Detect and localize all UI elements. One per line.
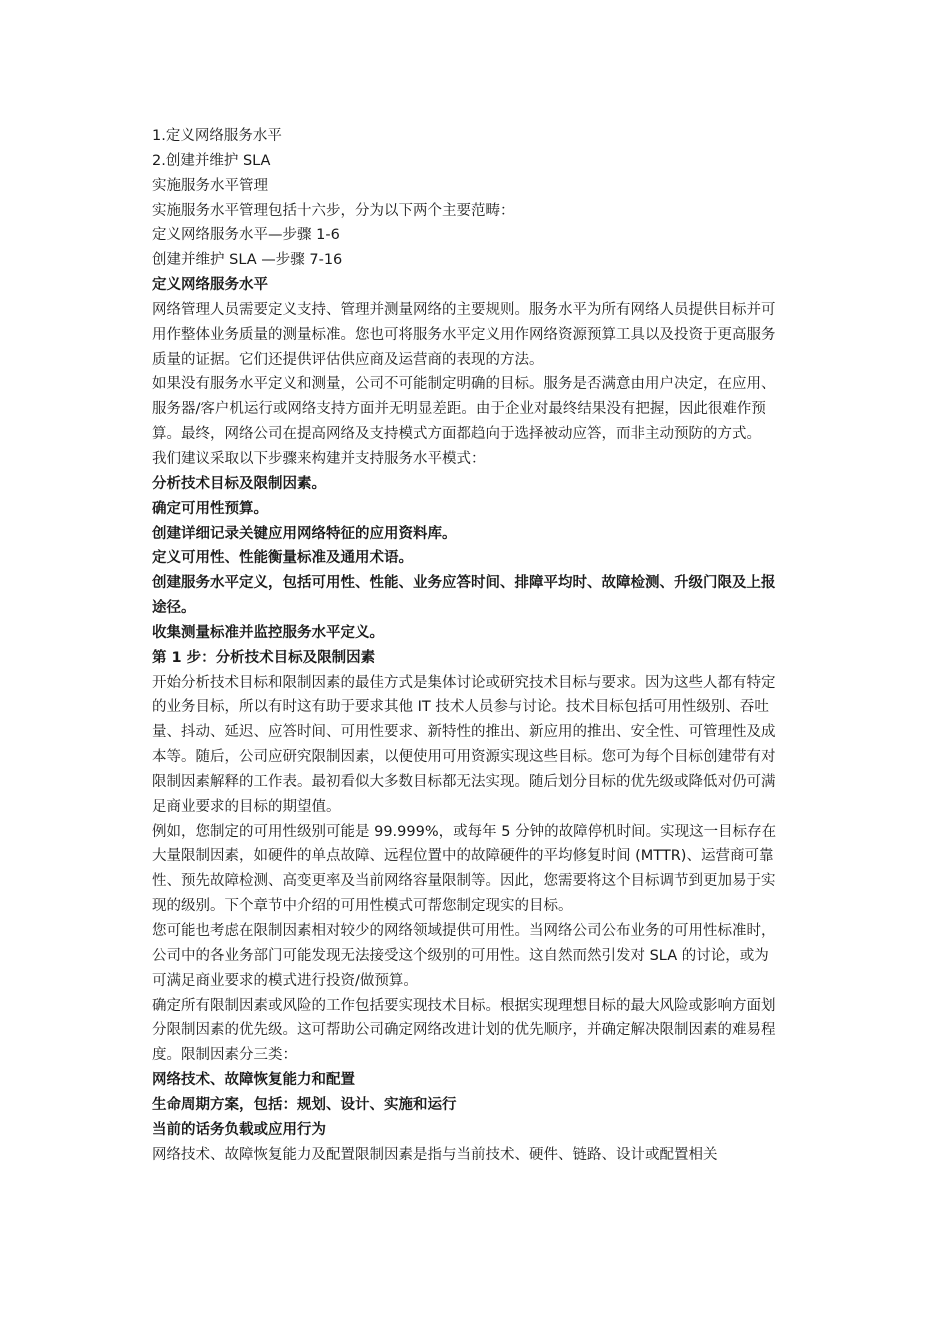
paragraph: 您可能也考虑在限制因素相对较少的网络领域提供可用性。当网络公司公布业务的可用性标准时，公司中的各业务部门可能发现无法接受这个级别的可用性。这自然而然引发对 SLA 的讨论，或为可满足商业要求的模式进行投资/做预算。	[152, 923, 776, 989]
step-item: 分析技术目标及限制因素。	[152, 475, 326, 492]
paragraph: 例如，您制定的可用性级别可能是 99.999%，或每年 5 分钟的故障停机时间。实现这一目标存在大量限制因素，如硬件的单点故障、远程位置中的故障硬件的平均修复时间 (MTTR)、运营商可靠性、预先故障检测、高变更率及当前网络容量限制等。因此，您需要将这个目标调节到更加易于实现的级别。下个章节中介绍的可用性模式可帮您制定现实的目标。	[152, 823, 777, 915]
document-body	[152, 124, 778, 1167]
constraint-category: 生命周期方案，包括：规划、设计、实施和运行	[152, 1096, 457, 1113]
list-item-2: 2.创建并维护 SLA	[152, 152, 271, 169]
scope-item: 创建并维护 SLA —步骤 7-16	[152, 252, 343, 269]
constraint-category: 当前的话务负载或应用行为	[152, 1121, 326, 1138]
list-item-1: 1.定义网络服务水平	[152, 128, 282, 144]
paragraph: 开始分析技术目标和限制因素的最佳方式是集体讨论或研究技术目标与要求。因为这些人都有特定的业务目标，所以有时这有助于要求其他 IT 技术人员参与讨论。技术目标包括可用性级别、吞吐量、抖动、延迟、应答时间、可用性要求、新特性的推出、新应用的推出、安全性、可管理性及成本等。随后，公司应研究限制因素，以便使用可用资源实现这些目标。您可为每个目标创建带有对限制因素解释的工作表。最初看似大多数目标都无法实现。随后划分目标的优先级或降低对仍可满足商业要求的目标的期望值。	[152, 674, 776, 815]
heading: 定义网络服务水平	[152, 277, 268, 294]
paragraph: 如果没有服务水平定义和测量，公司不可能制定明确的目标。服务是否满意由用户决定，在应用、服务器/客户机运行或网络支持方面并无明显差距。由于企业对最终结果没有把握，因此很难作预算。最终，网络公司在提高网络及支持模式方面都趋向于选择被动应答，而非主动预防的方式。	[152, 376, 776, 443]
step-item: 创建服务水平定义，包括可用性、性能、业务应答时间、排障平均时、故障检测、升级门限及上报途径。	[152, 575, 776, 617]
step-item: 定义可用性、性能衡量标准及通用术语。	[152, 550, 413, 567]
paragraph: 实施服务水平管理包括十六步，分为以下两个主要范畴：	[152, 202, 515, 219]
paragraph: 我们建议采取以下步骤来构建并支持服务水平模式：	[152, 450, 486, 467]
paragraph: 网络技术、故障恢复能力及配置限制因素是指与当前技术、硬件、链路、设计或配置相关	[152, 1146, 718, 1163]
constraint-category: 网络技术、故障恢复能力和配置	[152, 1072, 355, 1089]
step-item: 收集测量标准并监控服务水平定义。	[152, 624, 384, 641]
scope-item: 定义网络服务水平—步骤 1-6	[152, 227, 340, 244]
step-item: 创建详细记录关键应用网络特征的应用资料库。	[152, 525, 457, 542]
paragraph: 确定所有限制因素或风险的工作包括要实现技术目标。根据实现理想目标的最大风险或影响方面划分限制因素的优先级。这可帮助公司确定网络改进计划的优先顺序，并确定解决限制因素的难易程度。限制因素分三类：	[152, 997, 776, 1064]
paragraph: 网络管理人员需要定义支持、管理并测量网络的主要规则。服务水平为所有网络人员提供目标并可用作整体业务质量的测量标准。您也可将服务水平定义用作网络资源预算工具以及投资于更高服务质量的证据。它们还提供评估供应商及运营商的表现的方法。	[152, 301, 776, 368]
section-title: 实施服务水平管理	[152, 177, 268, 194]
step-item: 确定可用性预算。	[152, 500, 268, 517]
heading: 第 1 步：分析技术目标及限制因素	[152, 649, 376, 666]
